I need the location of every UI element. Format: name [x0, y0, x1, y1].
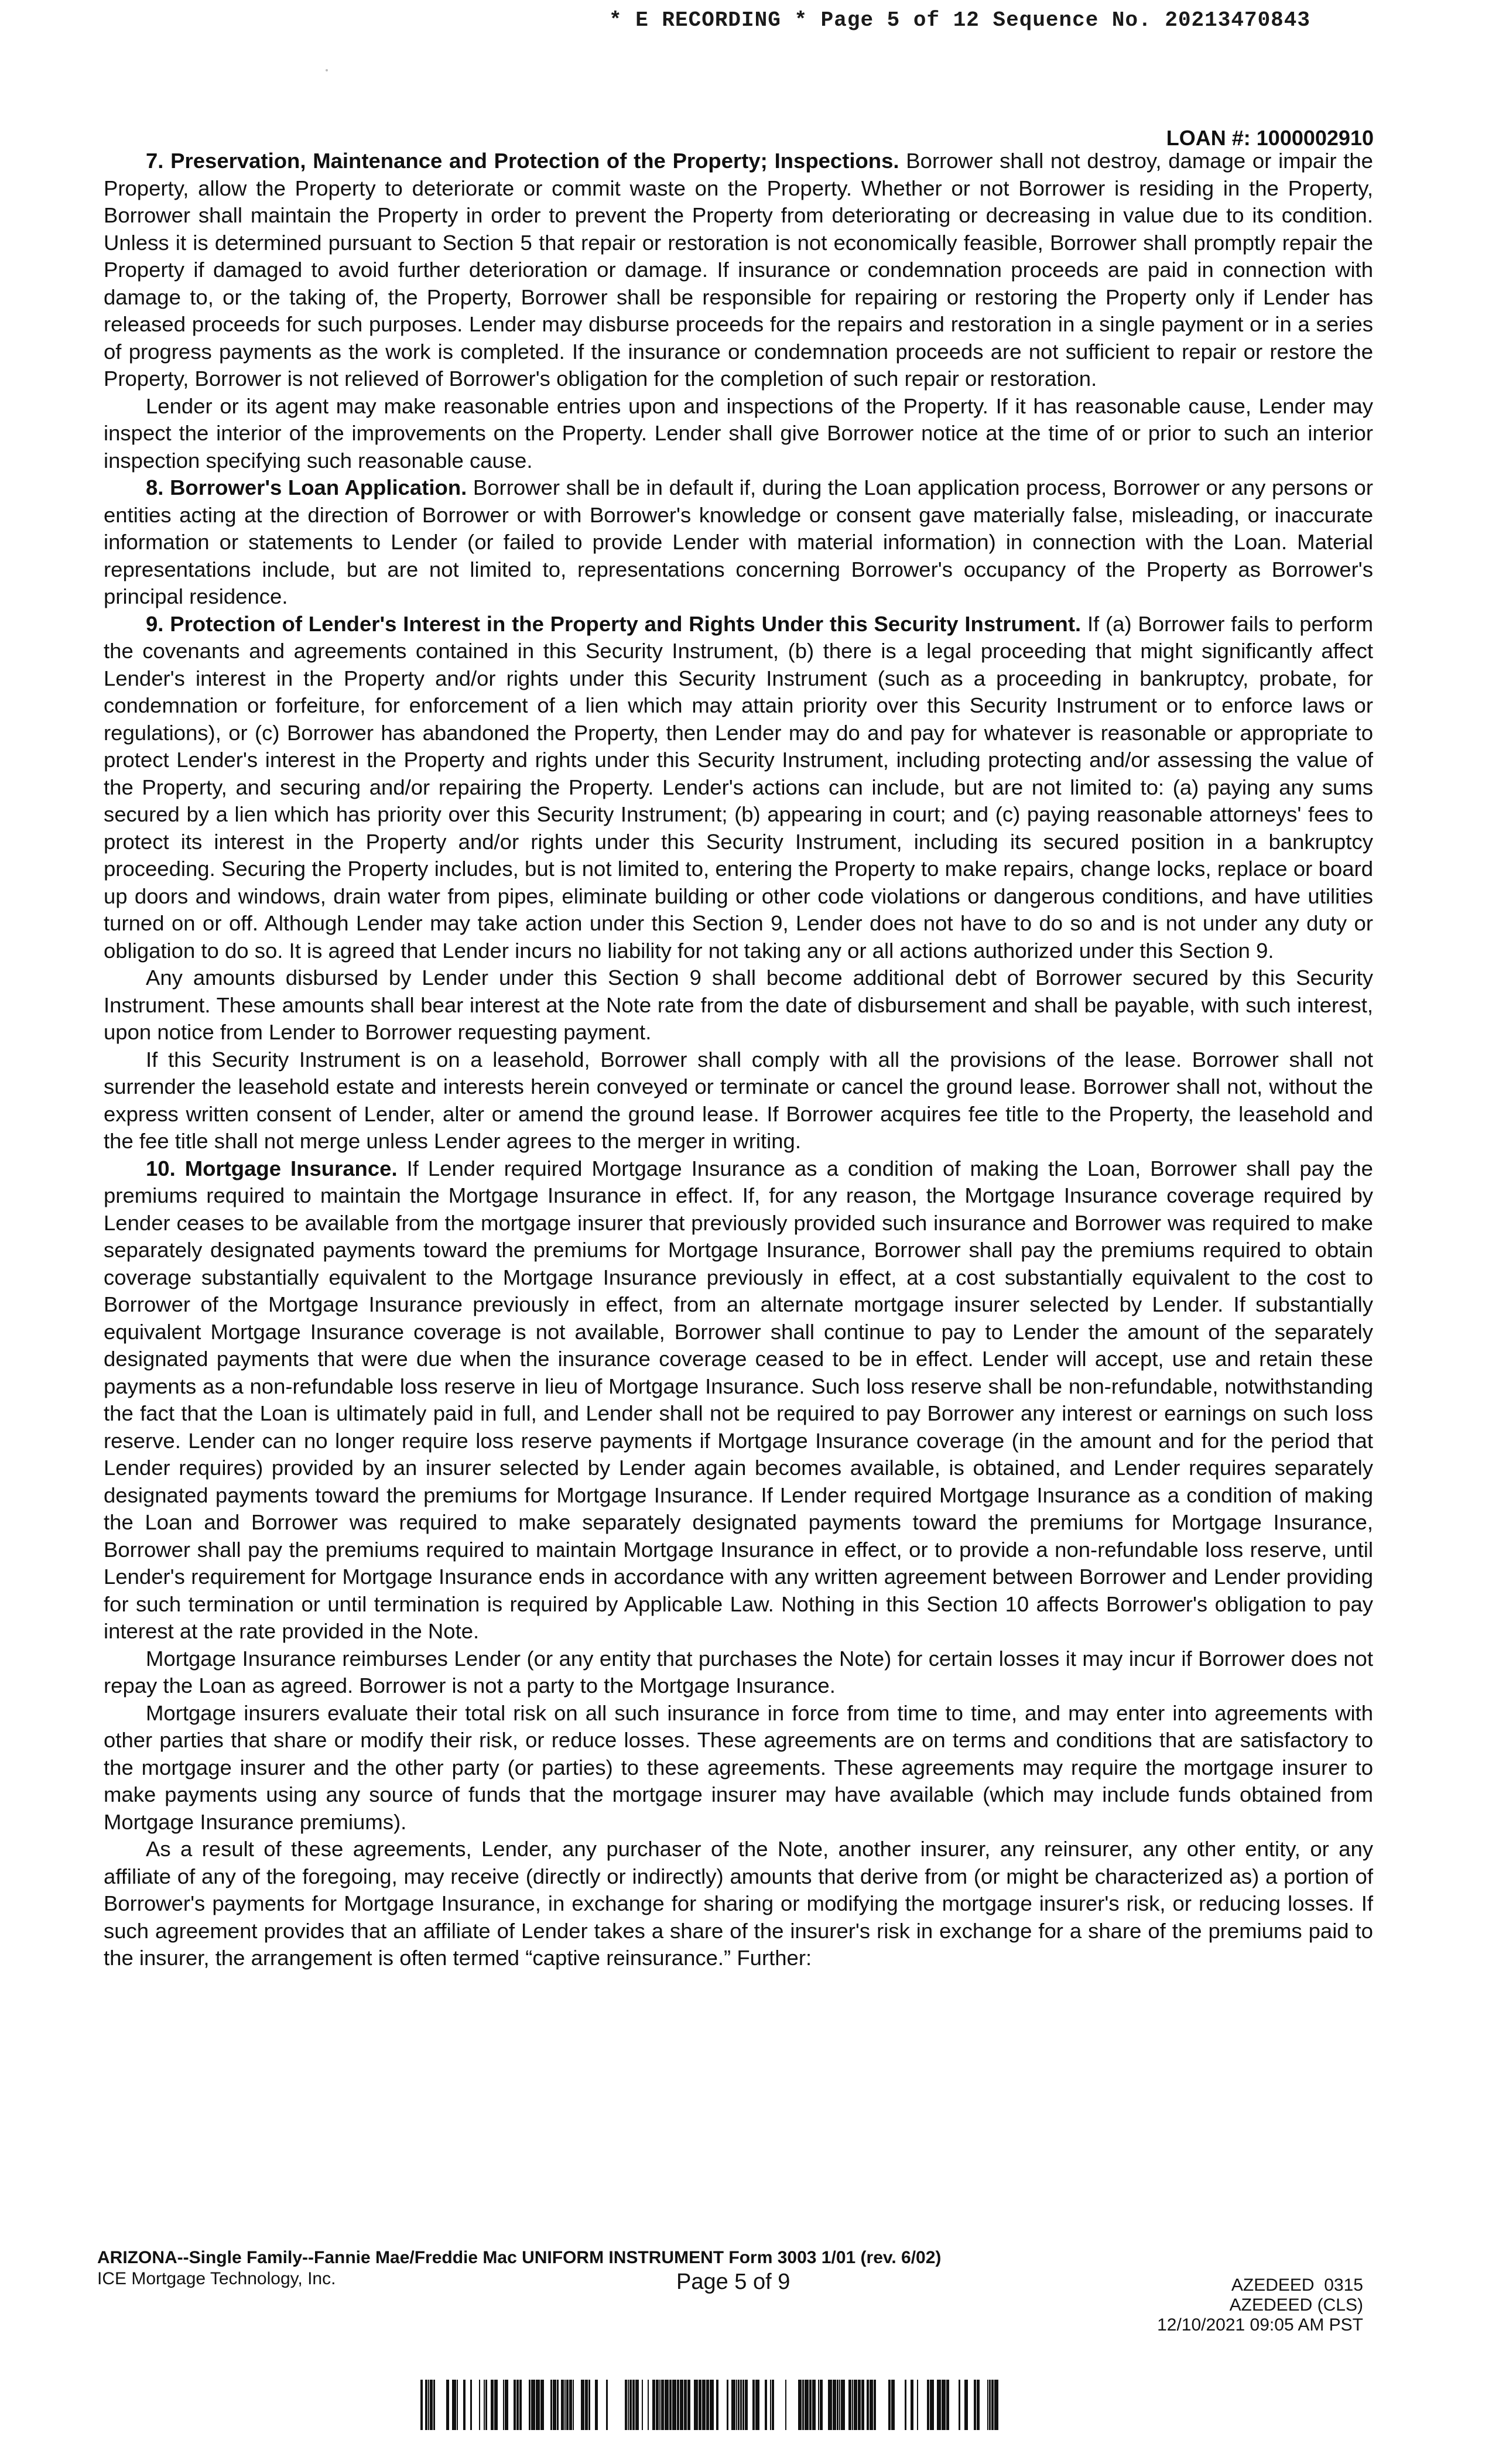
section-10-paragraph-3: Mortgage insurers evaluate their total risk on all such insurance in force from time to time, and may enter into agreements with other parties that share or modify their risk, or reduce losses. These agreements are on terms and conditions that are satisfactory to the mortgage insurer and the other party (or parties) to these agreements. These agreements may require the mortgage insurer to make payments using any source of funds that the mortgage insurer may have available (which may include funds obtained from Mortgage Insurance premiums).	[104, 1700, 1373, 1834]
section-8-heading: 8. Borrower's Loan Application.	[146, 475, 467, 499]
footer-company: ICE Mortgage Technology, Inc.	[97, 2269, 336, 2288]
footer-form-info	[97, 2247, 941, 2290]
section-10-body: If Lender required Mortgage Insurance as a condition of making the Loan, Borrower shall pay the premiums required to maintain the Mortgage Insurance in effect. If, for any reason, the Mortgage Insurance coverage required by Lender ceases to be available from the mortgage insurer that previously provided such insurance and Borrower was required to make separately designated payments toward the premiums for Mortgage Insurance, Borrower shall pay the premiums required to obtain coverage substantially equivalent to the Mortgage Insurance previously in effect, at a cost substantially equivalent to the cost to Borrower of the Mortgage Insurance previously in effect, from an alternate mortgage insurer selected by Lender. If substantially equivalent Mortgage Insurance coverage is not available, Borrower shall continue to pay to Lender the amount of the separately designated payments that were due when the insurance coverage ceased to be in effect. Lender will accept, use and retain these payments as a non-refundable loss reserve in lieu of Mortgage Insurance. Such loss reserve shall be non-refundable, notwithstanding the fact that the Loan is ultimately paid in full, and Lender shall not be required to pay Borrower any interest or earnings on such loss reserve. Lender can no longer require loss reserve payments if Mortgage Insurance coverage (in the amount and for the period that Lender requires) provided by an insurer selected by Lender again becomes available, is obtained, and Lender requires separately designated payments toward the premiums for Mortgage Insurance. If Lender required Mortgage Insurance as a condition of making the Loan and Borrower was required to make separately designated payments toward the premiums for Mortgage Insurance, Borrower shall pay the premiums required to maintain Mortgage Insurance in effect, or to provide a non-refundable loss reserve, until Lender's requirement for Mortgage Insurance ends in accordance with any written agreement between Borrower and Lender providing for such termination or until termination is required by Applicable Law. Nothing in this Section 10 affects Borrower's obligation to pay interest at the rate provided in the Note.	[104, 1156, 1373, 1643]
section-8-paragraph	[104, 474, 1373, 611]
footer-code-2: AZEDEED (CLS)	[1229, 2295, 1363, 2315]
section-10-paragraph	[104, 1155, 1373, 1645]
document-body	[104, 148, 1373, 1972]
section-7-heading: 7. Preservation, Maintenance and Protection of the Property; Inspections.	[146, 149, 899, 173]
footer-page-number: Page 5 of 9	[676, 2270, 790, 2294]
footer-code-1: AZEDEED 0315	[1231, 2275, 1363, 2295]
document-barcode	[420, 2380, 1000, 2430]
footer-codes	[1157, 2275, 1363, 2335]
recording-stamp: * E RECORDING * Page 5 of 12 Sequence No. 20213470843	[609, 8, 1310, 32]
loan-number: LOAN #: 1000002910	[1166, 126, 1374, 150]
scan-speck	[326, 69, 328, 71]
section-9-heading: 9. Protection of Lender's Interest in the Property and Rights Under this Security Instrument.	[146, 611, 1082, 636]
section-9-paragraph	[104, 611, 1373, 965]
footer-timestamp: 12/10/2021 09:05 AM PST	[1157, 2315, 1363, 2335]
section-7-paragraph-2: Lender or its agent may make reasonable entries upon and inspections of the Property. If it has reasonable cause, Lender may inspect the interior of the improvements on the Property. Lender shall give Borrower notice at the time of or prior to such an interior inspection specifying such reasonable cause.	[104, 393, 1373, 473]
section-10-heading: 10. Mortgage Insurance.	[146, 1156, 398, 1180]
section-9-body: If (a) Borrower fails to perform the covenants and agreements contained in this Security Instrument, (b) there is a legal proceeding that might significantly affect Lender's interest in the Property and/or rights under this Security Instrument (such as a proceeding in bankruptcy, probate, for condemnation or forfeiture, for enforcement of a lien which may attain priority over this Security Instrument or to enforce laws or regulations), or (c) Borrower has abandoned the Property, then Lender may do and pay for whatever is reasonable or appropriate to protect Lender's interest in the Property and rights under this Security Instrument, including protecting and/or assessing the value of the Property, and securing and/or repairing the Property. Lender's actions can include, but are not limited to: (a) paying any sums secured by a lien which has priority over this Security Instrument; (b) appearing in court; and (c) paying reasonable attorneys' fees to protect its interest in the Property and/or rights under this Security Instrument, including its secured position in a bankruptcy proceeding. Securing the Property includes, but is not limited to, entering the Property to make repairs, change locks, replace or board up doors and windows, drain water from pipes, eliminate building or other code violations or dangerous conditions, and have utilities turned on or off. Although Lender may take action under this Section 9, Lender does not have to do so and is not under any duty or obligation to do so. It is agreed that Lender incurs no liability for not taking any or all actions authorized under this Section 9.	[104, 611, 1373, 963]
section-9-paragraph-3: If this Security Instrument is on a leasehold, Borrower shall comply with all the provisions of the lease. Borrower shall not surrender the leasehold estate and interests herein conveyed or terminate or cancel the ground lease. Borrower shall not, without the express written consent of Lender, alter or amend the ground lease. If Borrower acquires fee title to the Property, the leasehold and the fee title shall not merge unless Lender agrees to the merger in writing.	[104, 1047, 1373, 1153]
section-10-paragraph-2: Mortgage Insurance reimburses Lender (or any entity that purchases the Note) for certain losses it may incur if Borrower does not repay the Loan as agreed. Borrower is not a party to the Mortgage Insurance.	[104, 1646, 1373, 1698]
section-9-paragraph-2: Any amounts disbursed by Lender under this Section 9 shall become additional debt of Borrower secured by this Security Instrument. These amounts shall bear interest at the Note rate from the date of disbursement and shall be payable, with such interest, upon notice from Lender to Borrower requesting payment.	[104, 966, 1373, 1044]
section-8-body: Borrower shall be in default if, during the Loan application process, Borrower or any persons or entities acting at the direction of Borrower or with Borrower's knowledge or consent gave materially false, misleading, or inaccurate information or statements to Lender (or failed to provide Lender with material information) in connection with the Loan. Material representations include, but are not limited to, representations concerning Borrower's occupancy of the Property as Borrower's principal residence.	[104, 475, 1373, 608]
section-10-paragraph-4: As a result of these agreements, Lender, any purchaser of the Note, another insurer, any reinsurer, any other entity, or any affiliate of any of the foregoing, may receive (directly or indirectly) amounts that derive from (or might be characterized as) a portion of Borrower's payments for Mortgage Insurance, in exchange for sharing or modifying the mortgage insurer's risk, or reducing losses. If such agreement provides that an affiliate of Lender takes a share of the insurer's risk in exchange for a share of the premiums paid to the insurer, the arrangement is often termed “captive reinsurance.” Further:	[104, 1837, 1373, 1970]
footer-form-title: ARIZONA--Single Family--Fannie Mae/Freddie Mac UNIFORM INSTRUMENT Form 3003 1/01 (rev. 6/02)	[97, 2248, 942, 2267]
section-7-paragraph	[104, 148, 1373, 393]
section-7-body: Borrower shall not destroy, damage or impair the Property, allow the Property to deteriorate or commit waste on the Property. Whether or not Borrower is residing in the Property, Borrower shall maintain the Property in order to prevent the Property from deteriorating or decreasing in value due to its condition. Unless it is determined pursuant to Section 5 that repair or restoration is not economically feasible, Borrower shall promptly repair the Property if damaged to avoid further deterioration or damage. If insurance or condemnation proceeds are paid in connection with damage to, or the taking of, the Property, Borrower shall be responsible for repairing or restoring the Property only if Lender has released proceeds for such purposes. Lender may disburse proceeds for the repairs and restoration in a single payment or in a series of progress payments as the work is completed. If the insurance or condemnation proceeds are not sufficient to repair or restore the Property, Borrower is not relieved of Borrower's obligation for the completion of such repair or restoration.	[104, 149, 1373, 391]
